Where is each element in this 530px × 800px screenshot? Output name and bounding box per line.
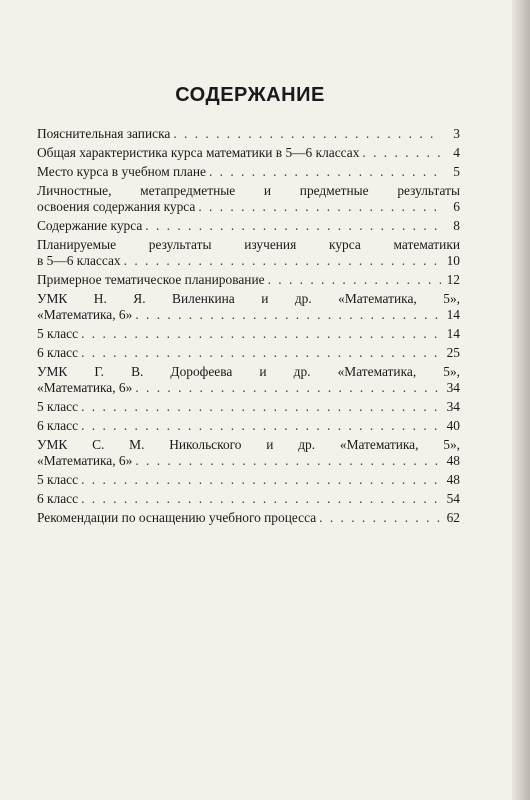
toc-entry [37, 237, 460, 269]
toc-entry-page-number: 4 [453, 145, 460, 160]
toc-entry-page-number: 48 [446, 472, 460, 487]
toc-entry-title: 6 класс [37, 418, 79, 433]
toc-entry-page-number: 10 [446, 253, 460, 268]
dot-leader [173, 126, 441, 142]
toc-entry-page-number: 25 [446, 345, 460, 360]
toc-entry-title: 6 класс [37, 345, 79, 360]
toc-entry [37, 183, 460, 215]
toc-entry-title: УМК Г. В. Дорофеева и др. «Математика, 5», [37, 364, 460, 379]
toc-entry-last-line [37, 453, 460, 469]
toc-entry-last-line [37, 253, 460, 269]
dot-leader [135, 380, 441, 396]
page-title: СОДЕРЖАНИЕ [175, 84, 325, 106]
toc-entry [37, 218, 460, 234]
dot-leader [209, 164, 441, 180]
toc-entry [37, 291, 460, 323]
toc-entry-title: Содержание курса [37, 218, 143, 233]
toc-entry [37, 418, 460, 434]
toc-entry-last-line [37, 199, 460, 215]
toc-entry-page-number: 8 [453, 218, 460, 233]
dot-leader [81, 491, 441, 507]
dot-leader [81, 418, 441, 434]
toc-entry [37, 345, 460, 361]
dot-leader [81, 399, 441, 415]
dot-leader [81, 472, 441, 488]
toc-entry-page-number: 34 [446, 380, 460, 395]
toc-entry [37, 164, 460, 180]
page-edge [512, 0, 530, 800]
dot-leader [135, 307, 441, 323]
toc-entry-page-number: 14 [446, 307, 460, 322]
toc-entry-title-continued: «Математика, 6» [37, 380, 133, 395]
dot-leader [81, 345, 441, 361]
toc-entry [37, 364, 460, 396]
toc-entry-title: 5 класс [37, 326, 79, 341]
toc-entry [37, 437, 460, 469]
dot-leader [362, 145, 441, 161]
toc-entry [37, 126, 460, 142]
toc-entry-title: УМК Н. Я. Виленкина и др. «Математика, 5», [37, 291, 460, 306]
toc-entry [37, 145, 460, 161]
toc-entry-page-number: 12 [446, 272, 460, 287]
toc-entry-title: 5 класс [37, 472, 79, 487]
toc-entry-title: 6 класс [37, 491, 79, 506]
toc-entry-title-continued: «Математика, 6» [37, 307, 133, 322]
dot-leader [81, 326, 441, 342]
toc-entry-page-number: 40 [446, 418, 460, 433]
dot-leader [198, 199, 441, 215]
toc-entry-title: Место курса в учебном плане [37, 164, 206, 179]
toc-entry-title: УМК С. М. Никольского и др. «Математика, 5», [37, 437, 460, 452]
toc-entry [37, 272, 460, 288]
toc-entry-title: Общая характеристика курса математики в 5—6 классах [37, 145, 360, 160]
toc-entry-page-number: 34 [446, 399, 460, 414]
toc-entry-title: Пояснительная записка [37, 126, 171, 141]
dot-leader [319, 510, 441, 526]
toc-entry [37, 326, 460, 342]
toc-entry-page-number: 14 [446, 326, 460, 341]
toc-entry-title: Рекомендации по оснащению учебного процесса [37, 510, 317, 525]
toc-entry-page-number: 48 [446, 453, 460, 468]
dot-leader [268, 272, 441, 288]
toc-entry-page-number: 62 [446, 510, 460, 525]
toc-entry-title: Примерное тематическое планирование [37, 272, 265, 287]
dot-leader [124, 253, 441, 269]
toc-entry [37, 510, 460, 526]
toc-entry-title-continued: «Математика, 6» [37, 453, 133, 468]
toc-entry-last-line [37, 307, 460, 323]
toc-entry-last-line [37, 380, 460, 396]
toc-entry [37, 472, 460, 488]
toc-entry [37, 399, 460, 415]
toc-entry-page-number: 3 [453, 126, 460, 141]
toc-entry-title-continued: освоения содержания курса [37, 199, 196, 214]
toc-entry [37, 491, 460, 507]
toc-entry-page-number: 5 [453, 164, 460, 179]
dot-leader [145, 218, 441, 234]
toc-entry-title: 5 класс [37, 399, 79, 414]
toc-entry-title: Личностные, метапредметные и предметные результаты [37, 183, 460, 198]
toc-entry-page-number: 54 [446, 491, 460, 506]
toc-entry-title-continued: в 5—6 классах [37, 253, 121, 268]
toc-entry-page-number: 6 [453, 199, 460, 214]
table-of-contents [37, 126, 460, 529]
toc-entry-title: Планируемые результаты изучения курса математики [37, 237, 460, 252]
dot-leader [135, 453, 441, 469]
